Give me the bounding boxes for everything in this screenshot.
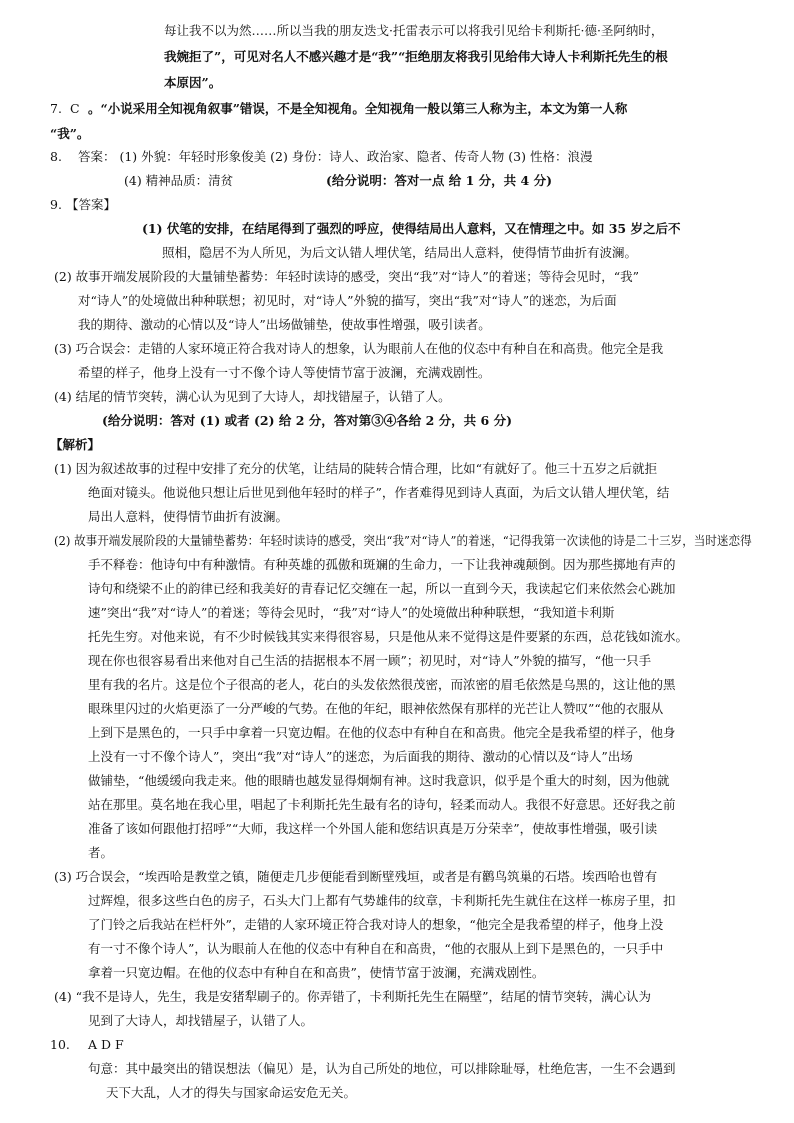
q9-analysis-3-line-4: 有一寸不像个诗人”，认为眼前人在他的仪态中有种自在和高贵，“他的衣服从上到下是黑色的，一只手中 [88, 941, 664, 956]
carryover-line-1: 每让我不以为然……所以当我的朋友迭戈·托雷表示可以将我引见给卡利斯托·德·圣阿纳时， [164, 23, 664, 38]
q9-analysis-3-line-3: 了门铃之后我站在栏杆外”，走错的人家环境正符合我对诗人的想象，“他完全是我希望的样子，他身上没 [88, 917, 664, 932]
q9-analysis-2-line-4: 速”突出“我”对“诗人”的着迷；等待会见时，“我”对“诗人”的处境做出种种联想，“我知道卡利斯 [88, 605, 615, 620]
q7-explanation-line-2: “我”。 [50, 126, 90, 141]
q8-answer-line-1: 答案： (1) 外貌：年轻时形象俊美 (2) 身份：诗人、政治家、隐者、传奇人物 (3) 性格：浪漫 [78, 149, 593, 164]
q9-analysis-2-line-1: (2) 故事开端发展阶段的大量铺垫蓄势：年轻时读诗的感受，突出“我”对“诗人”的着迷，“记得我第一次读他的诗是二十三岁，当时迷恋得 [54, 533, 752, 548]
q9-analysis-1-line-1: (1) 因为叙述故事的过程中安排了充分的伏笔，让结局的陡转合情合理，比如“有就好了。他三十五岁之后就拒 [54, 461, 658, 476]
q10-explanation-line-1: 句意：其中最突出的错误想法（偏见）是，认为自己所处的地位，可以排除耻辱，杜绝危害，一生不会遇到 [88, 1061, 676, 1076]
q9-analysis-2-line-2: 手不释卷：他诗句中有种激情。有种英雄的孤傲和斑斓的生命力，一下让我神魂颠倒。因为那些掷地有声的 [88, 557, 676, 572]
q9-analysis-1-line-3: 局出人意料，使得情节曲折有波澜。 [88, 509, 289, 524]
q9-analysis-2-line-7: 里有我的名片。这是位个子很高的老人，花白的头发依然很茂密，而浓密的眉毛依然是乌黑的，这让他的黑 [88, 677, 676, 692]
q9-analysis-2-line-9: 上到下是黑色的，一只手中拿着一只宽边帽。在他的仪态中有种自在和高贵。他完全是我希望的样子，他身 [88, 725, 676, 740]
q9-analysis-2-line-11: 做铺垫，“他缓缓向我走来。他的眼睛也越发显得炯炯有神。这时我意识，似乎是个重大的时刻，因为他就 [88, 773, 670, 788]
q9-analysis-4-line-2: 见到了大诗人，却找错屋子，认错了人。 [88, 1013, 314, 1028]
q9-number: 9. [50, 197, 62, 212]
q9-analysis-2-line-3: 诗句和绕梁不止的韵律已经和我美好的青春记忆交缠在一起，所以一直到今天，我读起它们来依然会心跳加 [88, 581, 676, 596]
q9-analysis-3-line-1: (3) 巧合误会，“埃西哈是教堂之镇，随便走几步便能看到断壁残垣，或者是有鹳鸟筑巢的石塔。埃西哈也曾有 [54, 869, 658, 884]
q9-answer-2-line-3: 我的期待、激动的心情以及“诗人”出场做铺垫，使故事性增强，吸引读者。 [78, 317, 491, 332]
carryover-line-3: 本原因”。 [164, 75, 222, 90]
q9-answer-2-line-2: 对“诗人”的处境做出种种联想；初见时，对“诗人”外貌的描写，突出“我”对“诗人”的迷恋，为后面 [78, 293, 617, 308]
q9-answer-label: 【答案】 [66, 197, 117, 212]
q9-answer-3-line-2: 希望的样子，他身上没有一寸不像个诗人等使情节富于波澜，充满戏剧性。 [78, 365, 491, 380]
q9-analysis-2-line-6: 现在你也很容易看出来他对自己生活的拮据根本不屑一顾”；初见时，对“诗人”外貌的描写，“他一只手 [88, 653, 652, 668]
q9-answer-3-line-1: (3) 巧合误会：走错的人家环境正符合我对诗人的想象，认为眼前人在他的仪态中有种自在和高贵。他完全是我 [54, 341, 664, 356]
q8-scoring-note: (给分说明：答对一点 给 1 分，共 4 分) [326, 173, 552, 188]
q7-number: 7. [50, 101, 62, 116]
q10-number: 10. [50, 1037, 70, 1052]
q8-number: 8. [50, 149, 62, 164]
q9-analysis-2-line-8: 眼珠里闪过的火焰更添了一分严峻的气势。在他的年纪，眼神依然保有那样的光芒让人赞叹”“他的衣服从 [88, 701, 664, 716]
q9-analysis-2-line-10: 上没有一寸不像个诗人”，突出“我”对“诗人”的迷恋，为后面我的期待、激动的心情以及“诗人”出场 [88, 749, 633, 764]
q10-answer: A D F [88, 1037, 124, 1052]
q9-analysis-4-line-1: (4) “我不是诗人，先生，我是安猪犁刷子的。你弄错了，卡利斯托先生在隔壁”，结尾的情节突转，满心认为 [54, 989, 651, 1004]
q8-answer-line-2: (4) 精神品质：清贫 [124, 173, 234, 188]
q10-explanation-line-2: 天下大乱，人才的得失与国家命运安危无关。 [106, 1085, 357, 1100]
q9-answer-1-line-1: (1) 伏笔的安排，在结尾得到了强烈的呼应，使得结局出人意料，又在情理之中。如 35 岁之后不 [142, 221, 681, 236]
q9-analysis-2-line-14: 者。 [88, 845, 114, 860]
q7-answer: C [70, 101, 80, 116]
q9-analysis-2-line-13: 准备了该如何跟他打招呼”“大师，我这样一个外国人能和您结识真是万分荣幸”，使故事性增强，吸引读 [88, 821, 658, 836]
q9-analysis-2-line-12: 站在那里。莫名地在我心里，唱起了卡利斯托先生最有名的诗句，轻柔而动人。我很不好意思。还好我之前 [88, 797, 676, 812]
q9-answer-2-line-1: (2) 故事开端发展阶段的大量铺垫蓄势：年轻时读诗的感受，突出“我”对“诗人”的着迷；等待会见时，“我” [54, 269, 640, 284]
q7-explanation-line-1: 。“小说采用全知视角叙事”错误，不是全知视角。全知视角一般以第三人称为主，本文为第一人称 [88, 101, 628, 116]
q9-analysis-2-line-5: 托先生穷。对他来说，有不少时候钱其实来得很容易，只是他从来不觉得这是件要紧的东西，总花钱如流水。 [88, 629, 689, 644]
q9-analysis-3-line-5: 拿着一只宽边帽。在他的仪态中有种自在和高贵”，使情节富于波澜，充满戏剧性。 [88, 965, 545, 980]
q9-answer-4: (4) 结尾的情节突转，满心认为见到了大诗人，却找错屋子，认错了人。 [54, 389, 451, 404]
q9-analysis-label: 【解析】 [50, 437, 101, 452]
q9-analysis-1-line-2: 绝面对镜头。他说他只想让后世见到他年轻时的样子”，作者难得见到诗人真面，为后文认错人埋伏笔，结 [88, 485, 670, 500]
q9-scoring-note: (给分说明：答对 (1) 或者 (2) 给 2 分，答对第③④各给 2 分，共 6 分) [102, 413, 512, 428]
q9-answer-1-line-2: 照相，隐居不为人所见，为后文认错人埋伏笔，结局出人意料，使得情节曲折有波澜。 [162, 245, 638, 260]
q9-analysis-3-line-2: 过辉煌，很多这些白色的房子，石头大门上都有气势雄伟的纹章，卡利斯托先生就住在这样一栋房子里，扣 [88, 893, 676, 908]
carryover-line-2: 我婉拒了”，可见对名人不感兴趣才是“我”“拒绝朋友将我引见给伟大诗人卡利斯托先生的根 [164, 49, 668, 64]
